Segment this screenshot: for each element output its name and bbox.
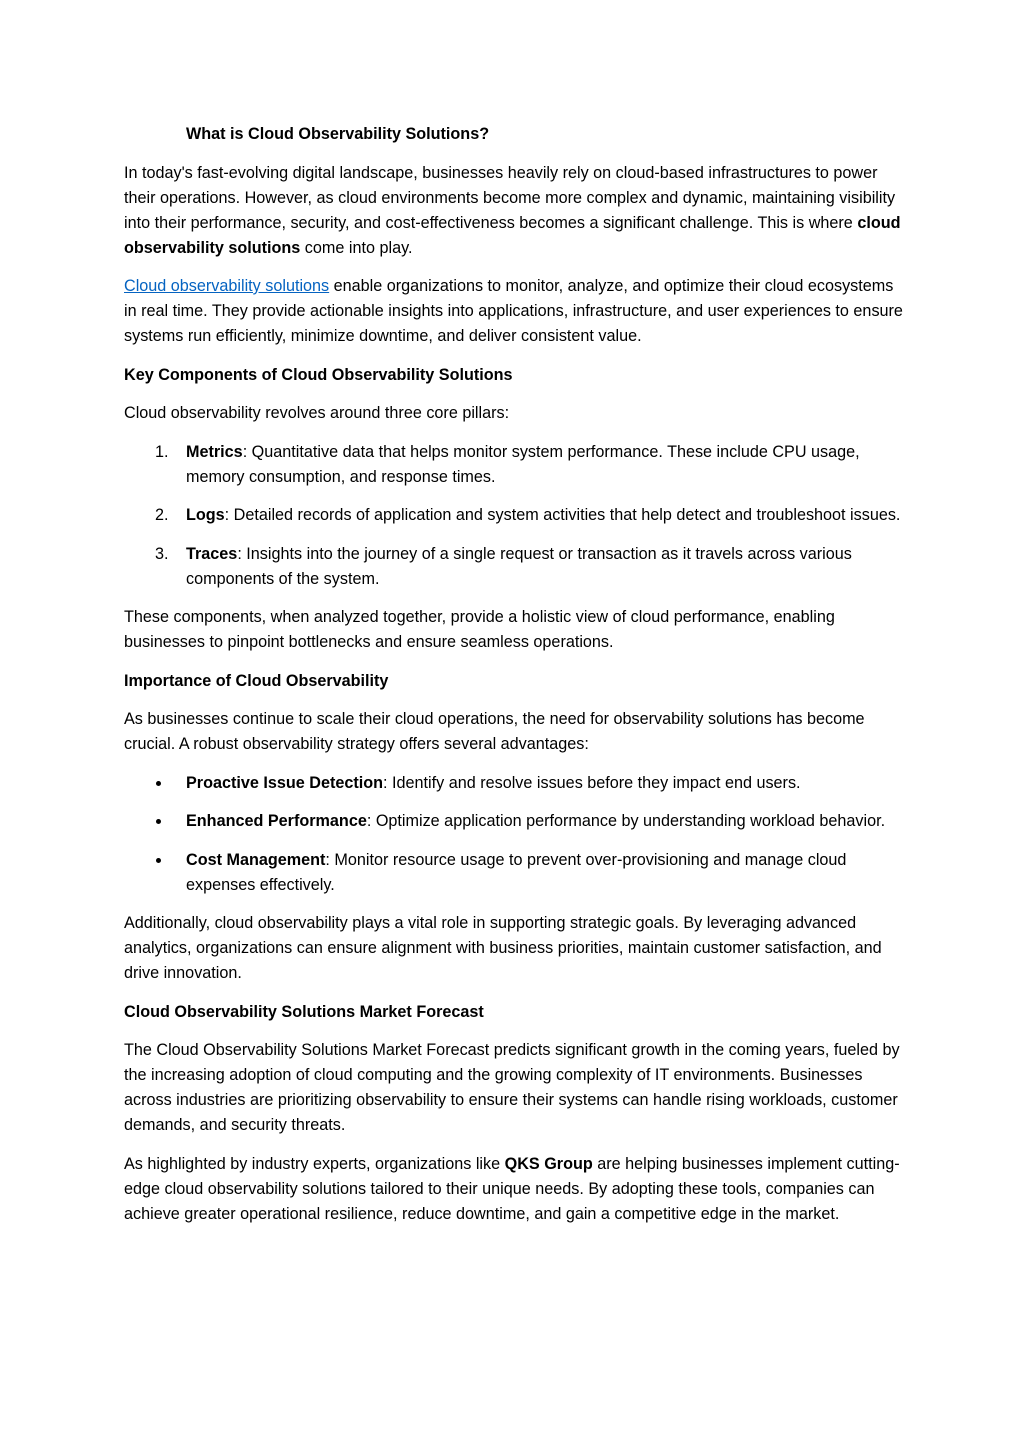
- list-item: [124, 503, 910, 528]
- qks-text-end: are helping businesses implement cutting-edge cloud observability solutions tailored to their unique needs. By adopting these tools, companies can achieve greater operational resilience, reduce downtime, and gain a competitive edge in the market.: [124, 1154, 900, 1223]
- bullet-icon: [156, 858, 161, 863]
- list-item-desc: : Quantitative data that helps monitor system performance. These include CPU usage, memory consumption, and response times.: [186, 442, 860, 486]
- document-page: [124, 122, 910, 1240]
- forecast-heading: Cloud Observability Solutions Market Forecast: [124, 1002, 484, 1021]
- list-item: [124, 440, 910, 490]
- intro-text-start: In today's fast-evolving digital landscape, businesses heavily rely on cloud-based infrastructures to power their operations. However, as cloud environments become more complex and dynamic, maintaining visibility into their performance, security, and cost-effectiveness becomes a significant challenge. This is where: [124, 163, 896, 232]
- intro-paragraph: [124, 161, 910, 261]
- list-item-term: Enhanced Performance: [186, 812, 367, 830]
- list-number: 2.: [155, 506, 169, 524]
- document-title: What is Cloud Observability Solutions?: [186, 125, 490, 143]
- list-item-desc: : Monitor resource usage to prevent over-provisioning and manage cloud expenses effectively.: [186, 850, 847, 894]
- list-item-term: Cost Management: [186, 850, 326, 869]
- forecast-paragraph: The Cloud Observability Solutions Market Forecast predicts significant growth in the coming years, fueled by the increasing adoption of cloud computing and the growing complexity of IT environments. Businesses across industries are prioritizing observability to ensure their systems can handle rising workloads, customer demands, and security threats.: [124, 1041, 900, 1134]
- components-closing: These components, when analyzed together, provide a holistic view of cloud performance, enabling businesses to pinpoint bottlenecks and ensure seamless operations.: [124, 608, 835, 651]
- list-item: [124, 809, 910, 834]
- list-item-term: Traces: [186, 544, 238, 563]
- list-item: [124, 848, 910, 898]
- definition-text: enable organizations to monitor, analyze, and optimize their cloud ecosystems in real time. They provide actionable insights into applications, infrastructure, and user experiences to ensure systems run efficiently, minimize downtime, and deliver consistent value.: [124, 277, 903, 345]
- intro-bold-term: cloud observability solutions: [124, 213, 901, 257]
- qks-paragraph: [124, 1152, 910, 1227]
- list-item-desc: : Optimize application performance by understanding workload behavior.: [366, 812, 886, 830]
- qks-text-start: As highlighted by industry experts, organizations like: [124, 1154, 505, 1173]
- importance-lead: As businesses continue to scale their cloud operations, the need for observability solutions has become crucial. A robust observability strategy offers several advantages:: [124, 710, 865, 753]
- bullet-icon: [156, 819, 161, 824]
- list-item-desc: : Insights into the journey of a single request or transaction as it travels across various components of the system.: [186, 544, 852, 588]
- intro-text-end: come into play.: [300, 238, 413, 257]
- cloud-observability-link[interactable]: Cloud observability solutions: [124, 277, 330, 295]
- pillars-list: [124, 440, 910, 592]
- list-number: 1.: [155, 442, 169, 461]
- importance-heading: Importance of Cloud Observability: [124, 671, 389, 690]
- components-lead: Cloud observability revolves around three core pillars:: [124, 404, 510, 422]
- list-item-term: Proactive Issue Detection: [186, 773, 384, 792]
- list-item-desc: : Identify and resolve issues before they impact end users.: [383, 773, 801, 792]
- advantages-list: [124, 771, 910, 898]
- list-number: 3.: [155, 544, 169, 563]
- list-item-term: Logs: [186, 506, 225, 524]
- list-item-term: Metrics: [186, 442, 243, 461]
- importance-closing: Additionally, cloud observability plays a vital role in supporting strategic goals. By leveraging advanced analytics, organizations can ensure alignment with business priorities, maintain customer satisfaction, and drive innovation.: [124, 914, 882, 982]
- list-item: [124, 542, 910, 592]
- list-item-desc: : Detailed records of application and system activities that help detect and troubleshoot issues.: [224, 506, 901, 524]
- definition-paragraph: [124, 274, 910, 349]
- qks-bold-term: QKS Group: [504, 1154, 593, 1173]
- list-item: [124, 771, 910, 796]
- bullet-icon: [156, 781, 161, 786]
- components-heading: Key Components of Cloud Observability Solutions: [124, 365, 513, 384]
